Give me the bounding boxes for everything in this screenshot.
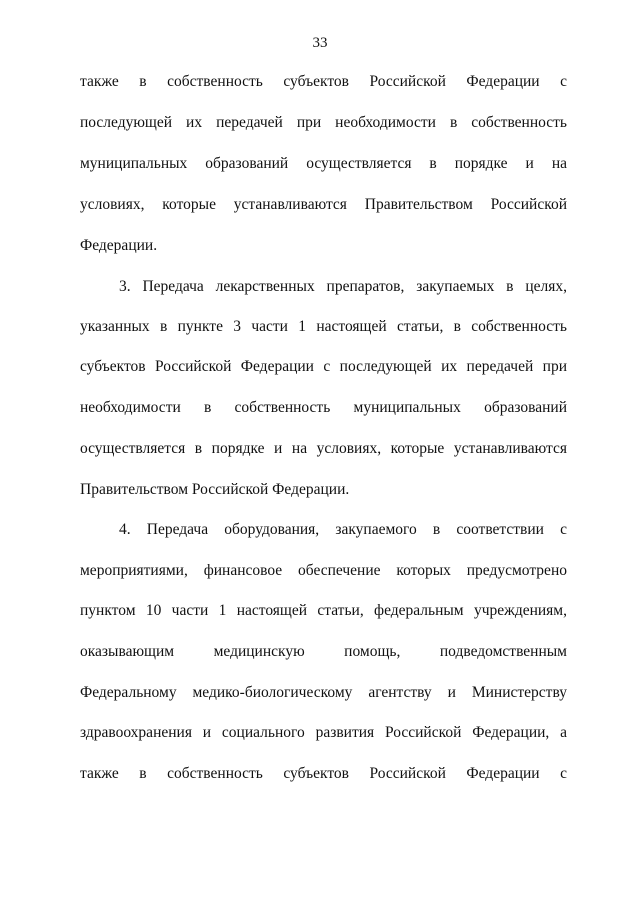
text-line: последующей их передачей при необходимости в собственность: [80, 114, 567, 131]
page-number: 33: [312, 35, 328, 51]
text-line: необходимости в собственность муниципальных образований: [80, 399, 567, 416]
text-line: здравоохранения и социального развития Российской Федерации, а: [80, 724, 567, 741]
text-line: указанных в пункте 3 части 1 настоящей статьи, в собственность: [80, 318, 567, 335]
text-line: Правительством Российской Федерации.: [80, 481, 350, 498]
text-line: муниципальных образований осуществляется в порядке и на: [80, 155, 567, 172]
text-line: оказывающим медицинскую помощь, подведомственным: [80, 643, 567, 660]
text-line: условиях, которые устанавливаются Правительством Российской: [80, 196, 567, 213]
text-line: также в собственность субъектов Российской Федерации с: [80, 765, 567, 782]
text-line: мероприятиями, финансовое обеспечение которых предусмотрено: [80, 562, 567, 579]
text-line: Федерации.: [80, 237, 158, 254]
text-line: пунктом 10 части 1 настоящей статьи, федеральным учреждениям,: [80, 602, 567, 619]
text-line: субъектов Российской Федерации с последующей их передачей при: [80, 358, 567, 375]
text-line: также в собственность субъектов Российской Федерации с: [80, 73, 567, 90]
text-line: 3. Передача лекарственных препаратов, закупаемых в целях,: [119, 278, 567, 295]
text-line: 4. Передача оборудования, закупаемого в соответствии с: [119, 521, 567, 538]
text-line: осуществляется в порядке и на условиях, которые устанавливаются: [80, 440, 567, 457]
text-line: Федеральному медико-биологическому агентству и Министерству: [80, 684, 567, 701]
